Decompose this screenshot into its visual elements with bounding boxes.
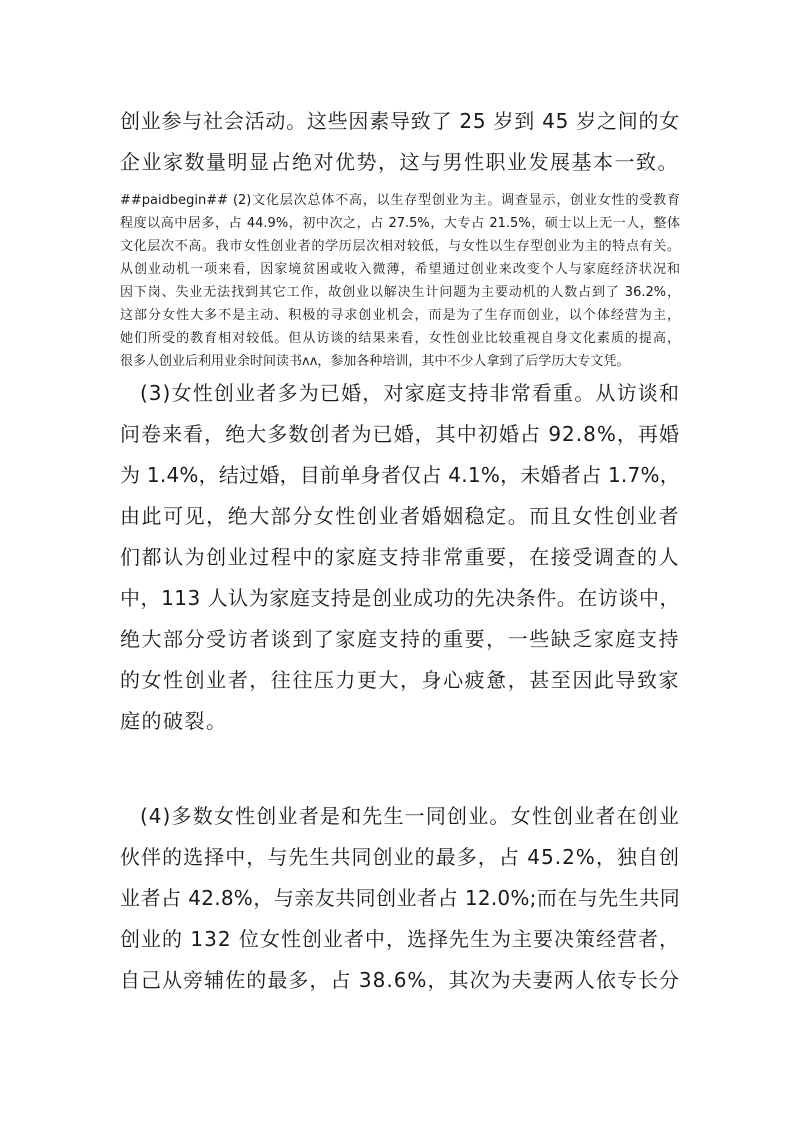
text-line: 文化层次不高。我市女性创业者的学历层次相对较低，与女性以生存型创业为主的特点有关。 [120,239,680,254]
text-line: 从创业动机一项来看，因家境贫困或收入微薄，希望通过创业来改变个人与家庭经济状况和 [120,262,680,277]
paragraph-2 [120,189,680,373]
text-line: 为 1.4%，结过婚，目前单身者仅占 4.1%，未婚者占 1.7%， [120,463,681,487]
text-line: (4)多数女性创业者是和先生一同创业。女性创业者在创业 [140,804,680,828]
paragraph-4 [120,796,680,1001]
text-line: 中，113 人认为家庭支持是创业成功的先决条件。在访谈中， [120,586,680,610]
text-line: 由此可见，绝大部分女性创业者婚姻稳定。而且女性创业者 [120,504,680,528]
text-line: 这部分女性大多不是主动、积极的寻求创业机会，而是为了生存而创业，以个体经营为主， [120,308,680,323]
text-line: 很多人创业后利用业余时间读书ʌʌ，参加各种培训，其中不少人拿到了后学历大专文凭。 [120,354,630,369]
text-line: ##paidbegin## (2)文化层次总体不高，以生存型创业为主。调查显示，创业女性的受教育 [120,193,680,208]
text-line: 的女性创业者，往往压力更大，身心疲惫，甚至因此导致家 [120,668,680,692]
text-line: 庭的破裂。 [120,709,228,733]
text-line: (3)女性创业者多为已婚，对家庭支持非常看重。从访谈和 [140,381,680,405]
text-line: 创业参与社会活动。这些因素导致了 25 岁到 45 岁之间的女 [120,109,680,133]
text-line: 问卷来看，绝大多数创者为已婚，其中初婚占 92.8%，再婚 [120,422,680,446]
text-line: 她们所受的教育相对较低。但从访谈的结果来看，女性创业比较重视自身文化素质的提高， [120,331,680,346]
intro-paragraph [120,101,680,183]
text-line: 创业的 132 位女性创业者中，选择先生为主要决策经营者， [120,927,680,951]
text-line: 程度以高中居多，占 44.9%，初中次之，占 27.5%，大专占 21.5%，硕士以上无一人，整体 [120,216,680,231]
text-line: 自己从旁辅佐的最多，占 38.6%，其次为夫妻两人依专长分 [120,968,680,992]
paragraph-3 [120,373,680,742]
text-line: 们都认为创业过程中的家庭支持非常重要，在接受调查的人 [120,545,680,569]
text-line: 企业家数量明显占绝对优势，这与男性职业发展基本一致。 [120,150,679,174]
text-line: 绝大部分受访者谈到了家庭支持的重要，一些缺乏家庭支持 [120,627,680,651]
text-line: 因下岗、失业无法找到其它工作，故创业以解决生计问题为主要动机的人数占到了 36.2%， [120,285,680,300]
text-line: 伙伴的选择中，与先生共同创业的最多，占 45.2%，独自创 [120,845,680,869]
text-line: 业者占 42.8%，与亲友共同创业者占 12.0%;而在与先生共同 [120,886,680,910]
